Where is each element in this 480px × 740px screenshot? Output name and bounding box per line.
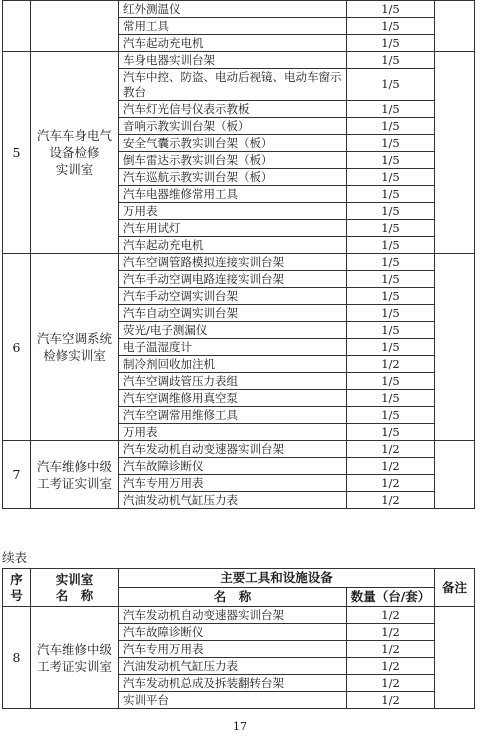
header-no: 序 号 [3,569,31,607]
equipment-quantity: 1/5 [347,186,435,203]
equipment-quantity: 1/2 [347,675,435,692]
equipment-table-2 [2,568,475,709]
equipment-quantity: 1/5 [347,373,435,390]
equipment-name: 汽油发动机气缸压力表 [119,492,347,509]
equipment-quantity: 1/2 [347,492,435,509]
equipment-quantity: 1/5 [347,1,435,18]
equipment-name: 汽车空调常用维修工具 [119,407,347,424]
equipment-name: 汽车巡航示教实训台架（板） [119,169,347,186]
equipment-name: 实训平台 [119,692,347,709]
equipment-quantity: 1/5 [347,254,435,271]
equipment-quantity: 1/5 [347,220,435,237]
header-equipment: 主要工具和设施设备 [119,569,435,588]
row-number: 5 [3,52,31,254]
equipment-name: 汽车专用万用表 [119,641,347,658]
equipment-name: 汽车专用万用表 [119,475,347,492]
equipment-name: 车身电器实训台架 [119,52,347,69]
equipment-quantity: 1/5 [347,152,435,169]
room-name-line: 设备检修 [49,145,100,160]
equipment-name: 安全气囊示教实训台架（板） [119,135,347,152]
equipment-quantity: 1/2 [347,458,435,475]
equipment-name: 汽车故障诊断仪 [119,624,347,641]
remark-cell [435,254,475,441]
remark-cell [435,1,475,52]
equipment-quantity: 1/5 [347,18,435,35]
equipment-quantity: 1/2 [347,658,435,675]
equipment-quantity: 1/5 [347,118,435,135]
equipment-quantity: 1/5 [347,101,435,118]
equipment-name: 汽车空调维修用真空泵 [119,390,347,407]
equipment-name: 制冷剂回收加注机 [119,356,347,373]
room-name-line: 汽车空调系统 [36,331,112,346]
equipment-quantity: 1/5 [347,322,435,339]
equipment-quantity: 1/5 [347,407,435,424]
room-name-line: 检修实训室 [43,348,106,363]
equipment-name: 汽车自动空调实训台架 [119,305,347,322]
equipment-quantity: 1/5 [347,339,435,356]
equipment-name: 汽车空调管路模拟连接实训台架 [119,254,347,271]
header-equipment-qty: 数量（台/套） [347,588,435,607]
equipment-quantity: 1/5 [347,390,435,407]
equipment-quantity: 1/5 [347,305,435,322]
equipment-name: 汽车手动空调实训台架 [119,288,347,305]
equipment-quantity: 1/2 [347,607,435,624]
equipment-name: 汽车发动机自动变速器实训台架 [119,441,347,458]
equipment-name: 汽车用试灯 [119,220,347,237]
table-row [3,607,475,624]
room-name-line: 工考证实训室 [36,658,112,674]
header-equipment-name: 名 称 [119,588,347,607]
equipment-name: 汽车故障诊断仪 [119,458,347,475]
equipment-name: 汽车发动机自动变速器实训台架 [119,607,347,624]
equipment-name: 汽车起动充电机 [119,237,347,254]
equipment-quantity: 1/2 [347,441,435,458]
row-number [3,1,31,52]
equipment-quantity: 1/2 [347,475,435,492]
row-number: 6 [3,254,31,441]
equipment-quantity: 1/5 [347,271,435,288]
equipment-name: 汽车电器维修常用工具 [119,186,347,203]
equipment-quantity: 1/5 [347,52,435,69]
equipment-quantity: 1/2 [347,624,435,641]
table-row [3,52,475,69]
room-name [31,441,119,509]
remark-cell [435,441,475,509]
header-remark: 备注 [435,569,475,607]
equipment-name: 万用表 [119,203,347,220]
equipment-quantity: 1/5 [347,237,435,254]
room-name-line: 实训室 [55,162,94,177]
remark-cell [435,52,475,254]
equipment-name: 汽车灯光信号仪表示教板 [119,101,347,118]
page-number: 17 [233,720,247,733]
table-row [3,441,475,458]
remark-cell [435,607,475,709]
table-row [3,1,475,18]
equipment-name: 荧光/电子测漏仪 [119,322,347,339]
equipment-quantity: 1/5 [347,288,435,305]
equipment-quantity: 1/5 [347,135,435,152]
equipment-name: 电子温湿度计 [119,339,347,356]
equipment-name: 汽车起动充电机 [119,35,347,52]
equipment-name: 万用表 [119,424,347,441]
equipment-table-1 [2,0,475,509]
equipment-name: 倒车雷达示教实训台架（板） [119,152,347,169]
equipment-quantity: 1/2 [347,356,435,373]
equipment-quantity: 1/2 [347,692,435,709]
equipment-name: 红外测温仪 [119,1,347,18]
equipment-quantity: 1/5 [347,69,435,101]
room-name [31,607,119,709]
equipment-quantity: 1/5 [347,35,435,52]
equipment-name: 汽车发动机总成及拆装翻转台架 [119,675,347,692]
equipment-quantity: 1/5 [347,169,435,186]
room-name-line: 汽车维修中级 [36,641,112,657]
row-number: 7 [3,441,31,509]
continued-label: 续表 [2,550,28,565]
table-row [3,254,475,271]
room-name-line: 工考证实训室 [36,475,112,491]
room-name-line: 汽车维修中级 [36,458,112,474]
equipment-name: 音响示教实训台架（板） [119,118,347,135]
header-room: 实训室 名 称 [31,569,119,607]
equipment-quantity: 1/5 [347,424,435,441]
equipment-name: 汽车空调歧管压力表组 [119,373,347,390]
equipment-name: 汽车手动空调电路连接实训台架 [119,271,347,288]
room-name [31,52,119,254]
equipment-name: 汽油发动机气缸压力表 [119,658,347,675]
room-name [31,1,119,52]
equipment-name: 常用工具 [119,18,347,35]
room-name [31,254,119,441]
equipment-quantity: 1/2 [347,641,435,658]
equipment-quantity: 1/5 [347,203,435,220]
row-number: 8 [3,607,31,709]
room-name-line: 汽车车身电气 [36,128,112,143]
equipment-name: 汽车中控、防盗、电动后视镜、电动车窗示教台 [119,69,347,101]
